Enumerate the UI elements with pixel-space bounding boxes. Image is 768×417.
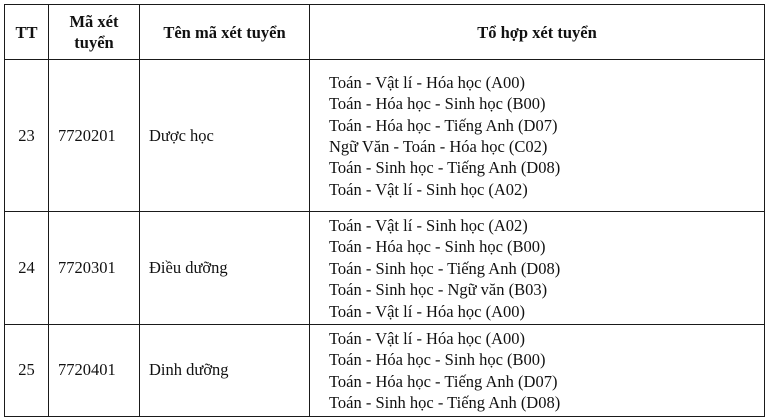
combo-item: Toán - Sinh học - Tiếng Anh (D08) bbox=[329, 393, 561, 413]
header-row bbox=[5, 5, 765, 60]
row-combos bbox=[310, 60, 765, 212]
combo-item: Toán - Hóa học - Sinh học (B00) bbox=[329, 350, 546, 370]
combo-item: Toán - Sinh học - Tiếng Anh (D08) bbox=[329, 258, 561, 278]
row-code: 7720201 bbox=[49, 60, 140, 212]
header-combos: Tổ hợp xét tuyển bbox=[310, 5, 765, 60]
header-name: Tên mã xét tuyển bbox=[140, 5, 310, 60]
combo-item: Toán - Hóa học - Tiếng Anh (D07) bbox=[329, 115, 558, 135]
combo-item: Toán - Vật lí - Sinh học (A02) bbox=[329, 179, 528, 199]
row-name: Dinh dưỡng bbox=[140, 325, 310, 417]
combo-item: Toán - Hóa học - Sinh học (B00) bbox=[329, 94, 546, 114]
row-combos bbox=[310, 212, 765, 325]
combo-item: Toán - Hóa học - Tiếng Anh (D07) bbox=[329, 371, 558, 391]
combo-item: Toán - Vật lí - Hóa học (A00) bbox=[329, 301, 526, 321]
row-tt: 25 bbox=[5, 325, 49, 417]
combo-item: Ngữ Văn - Toán - Hóa học (C02) bbox=[329, 137, 548, 156]
combo-item: Toán - Sinh học - Tiếng Anh (D08) bbox=[329, 158, 561, 178]
header-code bbox=[49, 5, 140, 60]
row-tt: 24 bbox=[5, 212, 49, 325]
combo-item: Toán - Vật lí - Hóa học (A00) bbox=[329, 72, 526, 92]
table-row bbox=[5, 212, 765, 325]
row-name: Điều dưỡng bbox=[140, 212, 310, 325]
table-row bbox=[5, 325, 765, 417]
table-row bbox=[5, 60, 765, 212]
row-tt: 23 bbox=[5, 60, 49, 212]
combo-item: Toán - Vật lí - Sinh học (A02) bbox=[329, 216, 528, 235]
admission-table bbox=[4, 4, 765, 417]
header-code-line1: Mã xét bbox=[69, 12, 119, 31]
header-tt: TT bbox=[5, 5, 49, 60]
header-code-line2: tuyển bbox=[74, 33, 114, 52]
row-name: Dược học bbox=[140, 60, 310, 212]
row-combos bbox=[310, 325, 765, 417]
combo-item: Toán - Vật lí - Hóa học (A00) bbox=[329, 329, 526, 349]
combo-item: Toán - Sinh học - Ngữ văn (B03) bbox=[329, 280, 548, 300]
row-code: 7720401 bbox=[49, 325, 140, 417]
combo-item: Toán - Hóa học - Sinh học (B00) bbox=[329, 237, 546, 257]
row-code: 7720301 bbox=[49, 212, 140, 325]
